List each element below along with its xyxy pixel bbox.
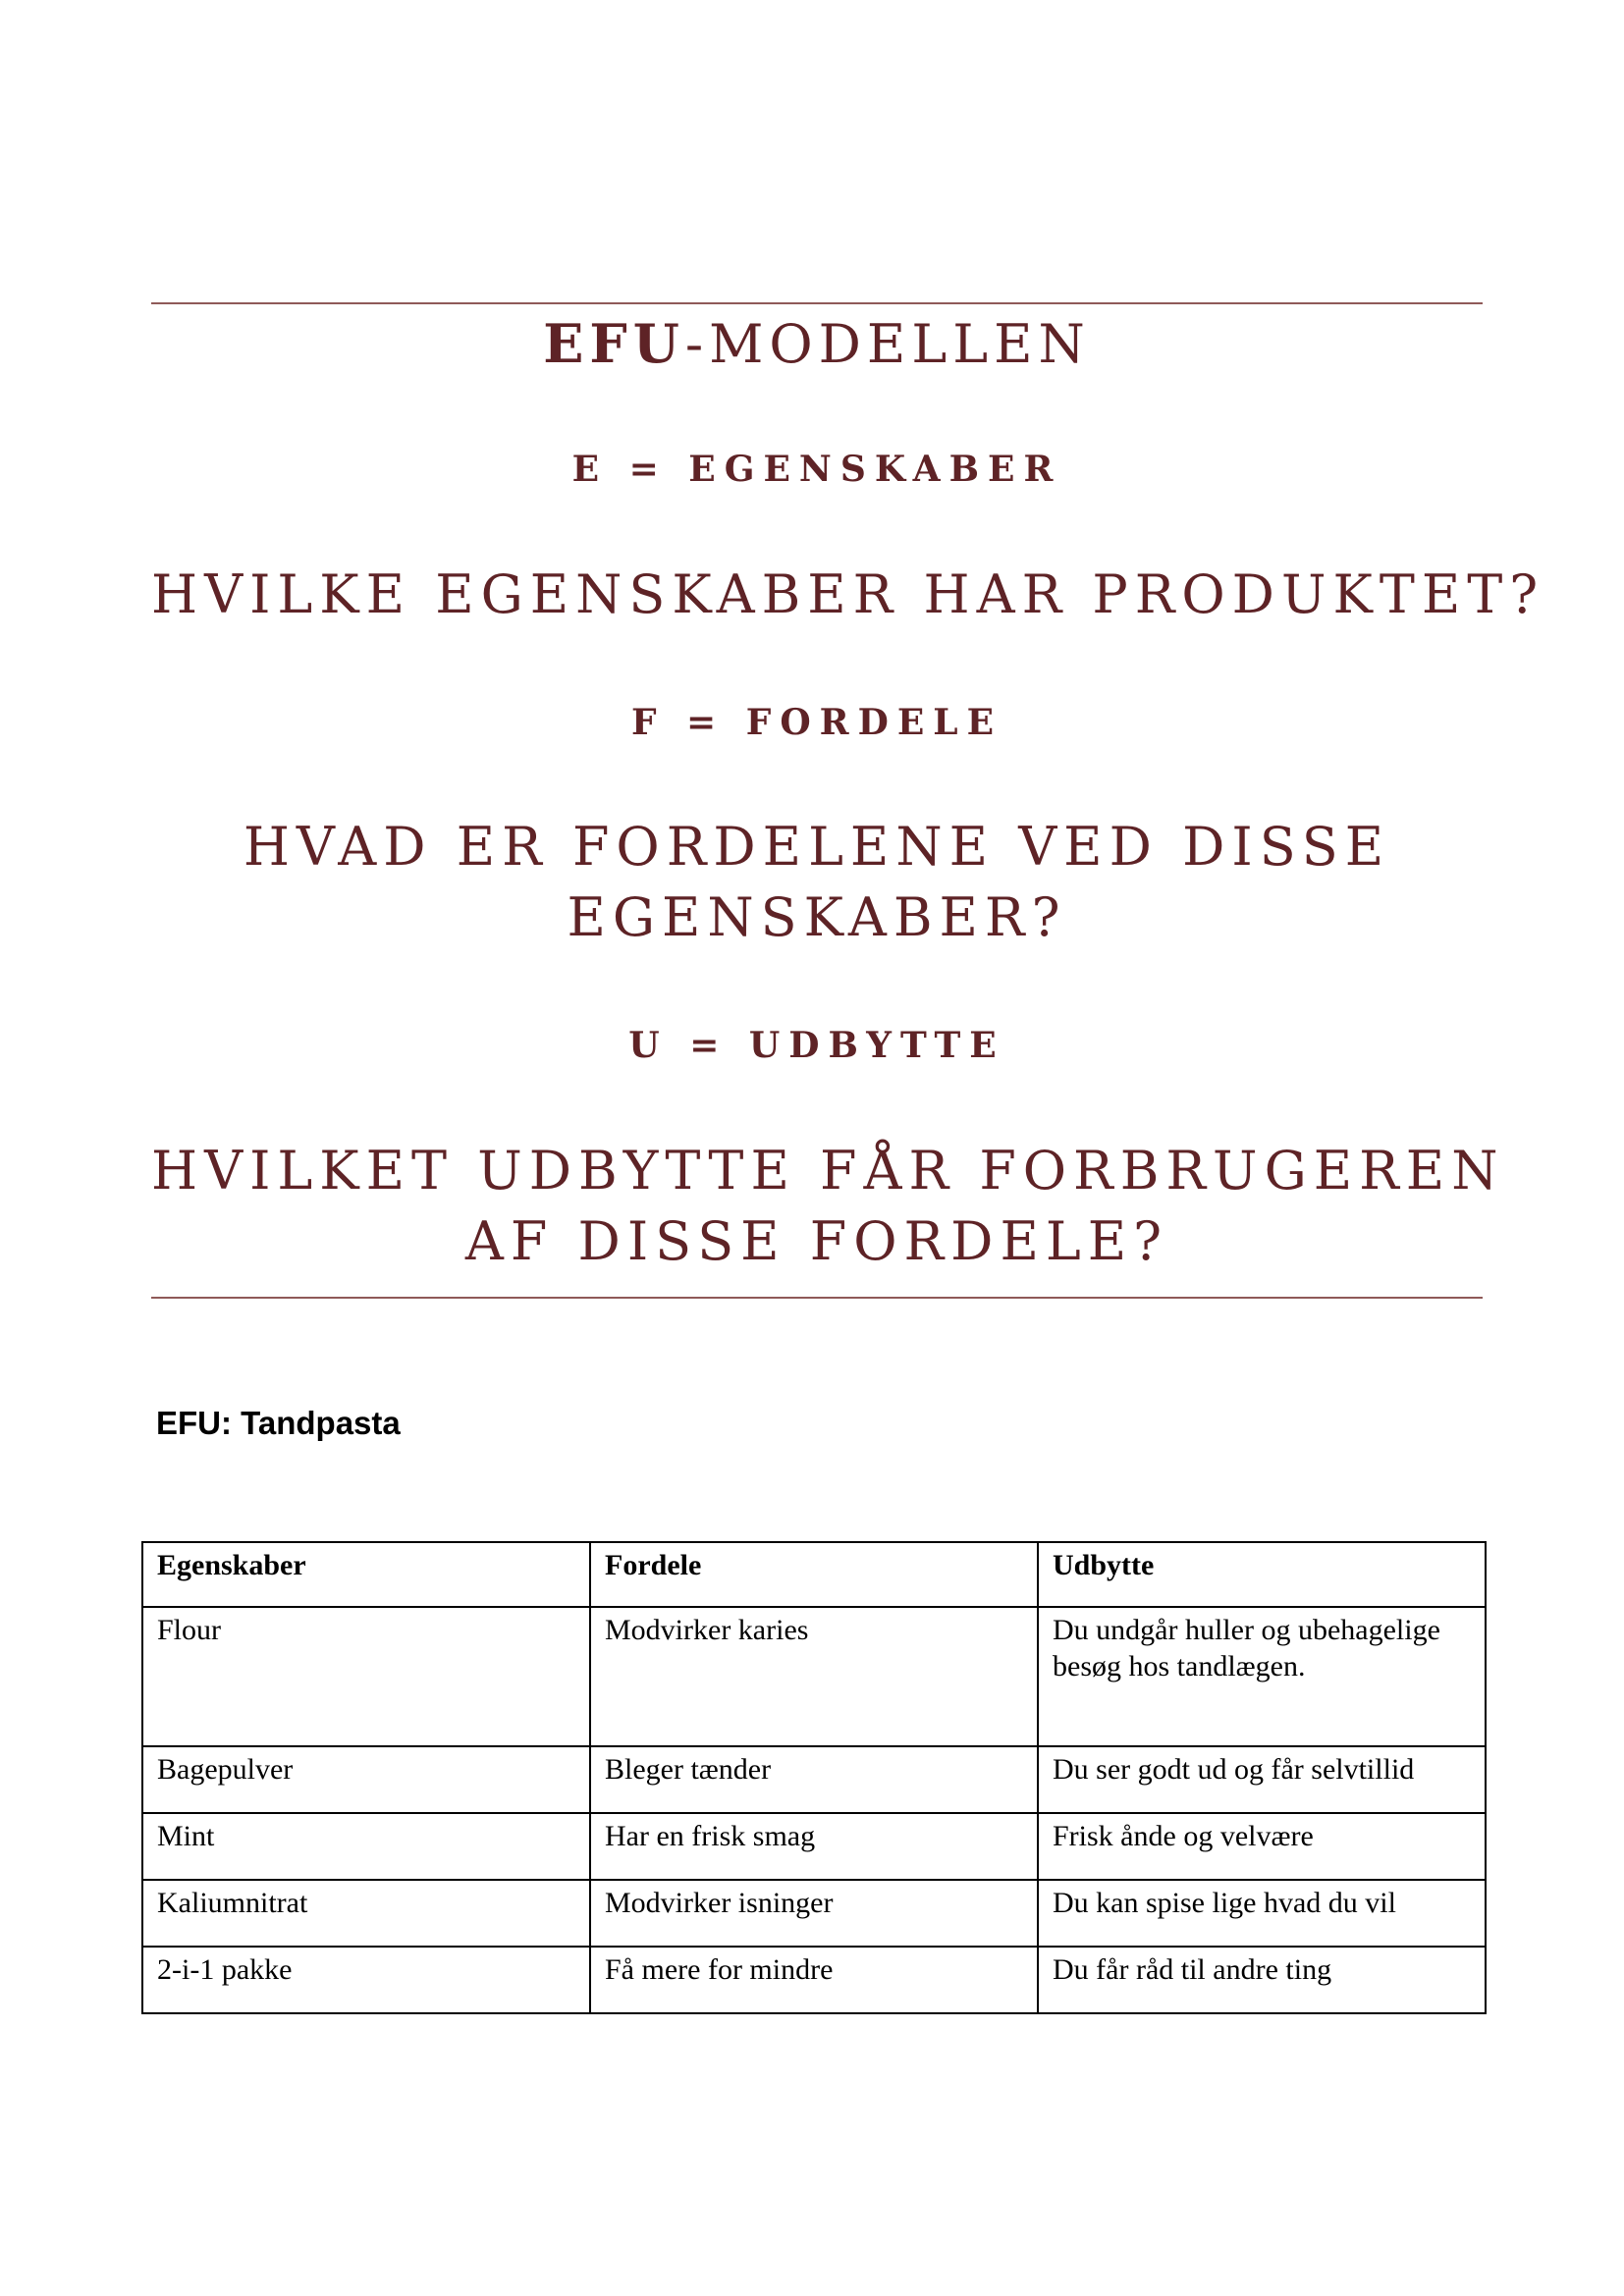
table-cell: Bagepulver <box>142 1746 590 1813</box>
table-header-row <box>142 1542 1486 1607</box>
table-cell: Du ser godt ud og får selvtillid <box>1038 1746 1486 1813</box>
table-cell: Du får råd til andre ting <box>1038 1947 1486 2013</box>
table-cell: Modvirker isninger <box>590 1880 1038 1947</box>
column-header-fordele: Fordele <box>590 1542 1038 1607</box>
question-line: HVILKE EGENSKABER HAR PRODUKTET? <box>151 563 1545 625</box>
example-heading: EFU: Tandpasta <box>156 1405 401 1441</box>
table-cell: Mint <box>142 1813 590 1880</box>
section-label-udbytte: U = UDBYTTE <box>628 1025 1005 1066</box>
column-header-egenskaber: Egenskaber <box>142 1542 590 1607</box>
table-cell: Flour <box>142 1607 590 1746</box>
table-cell: Bleger tænder <box>590 1746 1038 1813</box>
table-row <box>142 1746 1486 1813</box>
section-question-egenskaber <box>151 560 1545 630</box>
table-row <box>142 1813 1486 1880</box>
section-label-egenskaber: E = EGENSKABER <box>571 449 1062 490</box>
top-divider <box>151 302 1483 304</box>
column-header-udbytte: Udbytte <box>1038 1542 1486 1607</box>
table-row <box>142 1880 1486 1947</box>
table-cell: Frisk ånde og velvære <box>1038 1813 1486 1880</box>
section-question-fordele <box>151 812 1483 953</box>
title-bold-part: EFU <box>543 312 685 375</box>
section-label-fordele: F = FORDELE <box>630 702 1003 743</box>
table-cell: Kaliumnitrat <box>142 1880 590 1947</box>
table-cell: Du kan spise lige hvad du vil <box>1038 1880 1486 1947</box>
section-question-udbytte <box>151 1136 1505 1277</box>
page-title <box>151 312 1483 376</box>
table-cell: Har en frisk smag <box>590 1813 1038 1880</box>
title-rest: -MODELLEN <box>684 313 1091 375</box>
table-cell: Du undgår huller og ubehagelige besøg hos tandlægen. <box>1038 1607 1486 1746</box>
efu-table <box>141 1541 1487 2014</box>
table-cell: 2-i-1 pakke <box>142 1947 590 2013</box>
table-row <box>142 1947 1486 2013</box>
question-line: HVILKET UDBYTTE FÅR FORBRUGEREN <box>151 1140 1505 1201</box>
question-line: AF DISSE FORDELE? <box>464 1210 1169 1272</box>
table-cell: Modvirker karies <box>590 1607 1038 1746</box>
bottom-divider <box>151 1297 1483 1299</box>
question-line: HVAD ER FORDELENE VED DISSE <box>243 816 1391 878</box>
table-row <box>142 1607 1486 1746</box>
question-line: EGENSKABER? <box>567 886 1067 948</box>
table-cell: Få mere for mindre <box>590 1947 1038 2013</box>
